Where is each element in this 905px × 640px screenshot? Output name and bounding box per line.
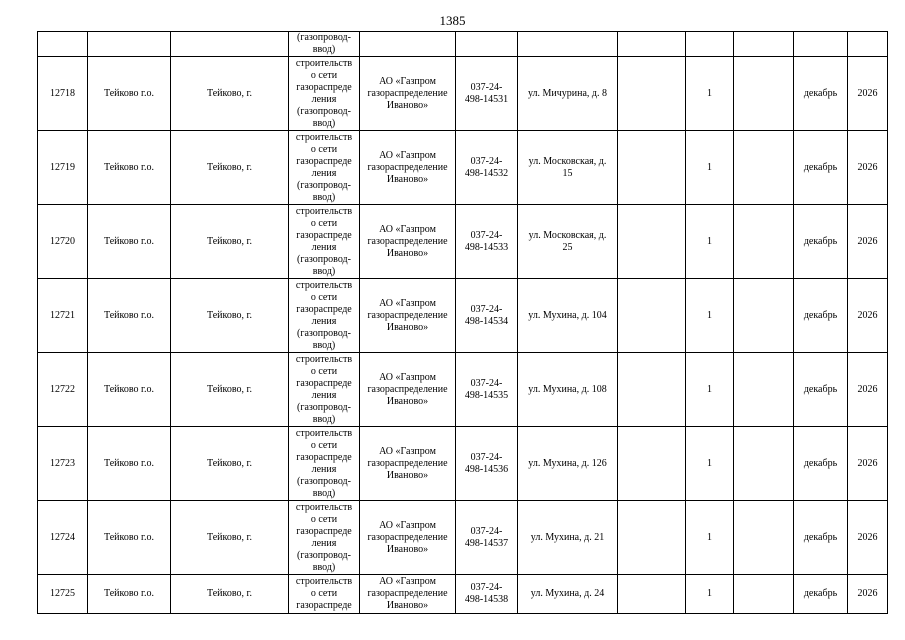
address-line: ул. Московская, д. xyxy=(528,155,607,167)
cell-num xyxy=(38,427,88,501)
cell-count xyxy=(686,575,734,614)
work-type-line: строительств xyxy=(295,427,353,439)
cell-month-text: декабрь xyxy=(803,87,838,99)
organization-line: Иваново» xyxy=(386,321,429,333)
work-type-line: газораспреде xyxy=(296,229,352,241)
cell-month-text: декабрь xyxy=(803,588,838,599)
cell-work-type xyxy=(289,32,360,57)
cell-year xyxy=(848,353,888,427)
cell-num-text: 12719 xyxy=(50,161,75,173)
cell-locality-text: Тейково, г. xyxy=(207,383,252,395)
cell-locality-text: Тейково, г. xyxy=(207,457,252,469)
work-type-line: о сети xyxy=(310,513,338,525)
work-type-line: ввод) xyxy=(312,561,336,573)
cadastral-line: 498-14536 xyxy=(464,463,509,475)
cell-organization xyxy=(360,131,456,205)
work-type-line: о сети xyxy=(310,143,338,155)
work-type-line: ввод) xyxy=(312,339,336,351)
organization-line: газораспределение xyxy=(367,383,448,395)
cell-num xyxy=(38,131,88,205)
cell-organization xyxy=(360,501,456,575)
cell-locality-text: Тейково, г. xyxy=(207,531,252,543)
cell-work-type xyxy=(289,575,360,614)
cell-year xyxy=(848,427,888,501)
organization-line: Иваново» xyxy=(386,99,429,111)
work-type-line: о сети xyxy=(310,588,338,599)
cell-organization xyxy=(360,57,456,131)
cell-col8 xyxy=(618,32,686,57)
cell-count-text: 1 xyxy=(707,235,712,247)
cell-organization xyxy=(360,427,456,501)
table-row xyxy=(38,131,888,205)
cell-year xyxy=(848,575,888,614)
cell-locality-text: Тейково, г. xyxy=(207,161,252,173)
cell-cadastral xyxy=(456,32,518,57)
cell-cadastral xyxy=(456,279,518,353)
cell-district xyxy=(88,131,171,205)
cadastral-line: 498-14538 xyxy=(464,594,509,605)
cell-address xyxy=(518,501,618,575)
cadastral-line: 498-14532 xyxy=(464,167,509,179)
cell-district-text: Тейково г.о. xyxy=(104,309,154,321)
cell-district xyxy=(88,353,171,427)
cell-year xyxy=(848,32,888,57)
cell-cadastral xyxy=(456,131,518,205)
address-line: ул. Мичурина, д. 8 xyxy=(527,87,608,99)
organization-line: АО «Газпром xyxy=(379,75,436,87)
cell-locality xyxy=(171,57,289,131)
cell-count-text: 1 xyxy=(707,309,712,321)
cell-work-type xyxy=(289,427,360,501)
cell-organization xyxy=(360,205,456,279)
cell-organization xyxy=(360,353,456,427)
cadastral-line: 037-24- xyxy=(470,155,503,167)
cell-locality xyxy=(171,575,289,614)
cell-month xyxy=(794,32,848,57)
address-line: 25 xyxy=(562,241,573,253)
cell-organization xyxy=(360,575,456,614)
cell-work-type xyxy=(289,501,360,575)
work-type-line: ввод) xyxy=(312,487,336,499)
cell-count xyxy=(686,131,734,205)
work-type-line: газораспреде xyxy=(296,525,352,537)
cell-district xyxy=(88,57,171,131)
work-type-line: о сети xyxy=(310,439,338,451)
organization-line: Иваново» xyxy=(386,600,429,611)
cell-count-text: 1 xyxy=(707,383,712,395)
cell-col8 xyxy=(618,575,686,614)
cell-num-text: 12721 xyxy=(50,309,75,321)
cadastral-line: 037-24- xyxy=(470,229,503,241)
work-type-line: (газопровод- xyxy=(297,105,351,117)
work-type-line: газораспреде xyxy=(296,451,352,463)
cadastral-line: 498-14534 xyxy=(464,315,509,327)
cell-address xyxy=(518,575,618,614)
cell-month-text: декабрь xyxy=(803,531,838,543)
organization-line: газораспределение xyxy=(367,161,448,173)
registry-table xyxy=(37,31,888,614)
work-type-line: газораспреде xyxy=(296,600,352,611)
cell-cadastral xyxy=(456,501,518,575)
organization-line: АО «Газпром xyxy=(379,445,436,457)
cell-num-text: 12720 xyxy=(50,235,75,247)
work-type-line: строительств xyxy=(295,131,353,143)
cell-locality xyxy=(171,131,289,205)
work-type-line: ления xyxy=(311,389,337,401)
cell-month xyxy=(794,575,848,614)
table-row xyxy=(38,279,888,353)
cell-num xyxy=(38,205,88,279)
cell-district xyxy=(88,427,171,501)
address-line: ул. Мухина, д. 108 xyxy=(528,383,607,395)
work-type-line: (газопровод- xyxy=(297,327,351,339)
cell-count xyxy=(686,57,734,131)
cell-cadastral xyxy=(456,205,518,279)
work-type-line: строительств xyxy=(295,57,353,69)
cadastral-line: 498-14537 xyxy=(464,537,509,549)
cell-year-text: 2026 xyxy=(857,309,878,321)
cell-month xyxy=(794,57,848,131)
work-type-line: газораспреде xyxy=(296,155,352,167)
work-type-line: газораспреде xyxy=(296,303,352,315)
work-type-line: (газопровод- xyxy=(297,549,351,561)
cell-year-text: 2026 xyxy=(857,235,878,247)
cell-col10 xyxy=(734,501,794,575)
cell-month-text: декабрь xyxy=(803,457,838,469)
cell-cadastral xyxy=(456,57,518,131)
address-line: ул. Московская, д. xyxy=(528,229,607,241)
cell-cadastral xyxy=(456,575,518,614)
work-type-line: ввод) xyxy=(312,117,336,129)
cell-address xyxy=(518,131,618,205)
table-row xyxy=(38,353,888,427)
cell-col10 xyxy=(734,427,794,501)
cell-locality xyxy=(171,205,289,279)
table-body xyxy=(38,32,888,614)
cell-month xyxy=(794,279,848,353)
cell-year-text: 2026 xyxy=(857,383,878,395)
work-type-line: ввод) xyxy=(312,265,336,277)
cell-col10 xyxy=(734,279,794,353)
work-type-line: ввод) xyxy=(312,44,336,55)
cadastral-line: 037-24- xyxy=(470,525,503,537)
cell-count xyxy=(686,32,734,57)
cell-district xyxy=(88,501,171,575)
organization-line: АО «Газпром xyxy=(379,223,436,235)
cell-col10 xyxy=(734,32,794,57)
cell-year-text: 2026 xyxy=(857,87,878,99)
cell-district xyxy=(88,32,171,57)
cell-num xyxy=(38,353,88,427)
cell-month xyxy=(794,205,848,279)
organization-line: АО «Газпром xyxy=(379,576,436,587)
cell-col8 xyxy=(618,501,686,575)
cadastral-line: 498-14535 xyxy=(464,389,509,401)
work-type-line: ввод) xyxy=(312,413,336,425)
cell-work-type xyxy=(289,57,360,131)
cell-count xyxy=(686,427,734,501)
organization-line: Иваново» xyxy=(386,543,429,555)
cell-work-type xyxy=(289,353,360,427)
work-type-line: (газопровод- xyxy=(297,401,351,413)
cell-work-type xyxy=(289,205,360,279)
table-row xyxy=(38,501,888,575)
cell-month-text: декабрь xyxy=(803,235,838,247)
cell-locality xyxy=(171,353,289,427)
table-row-continued xyxy=(38,32,888,57)
work-type-line: ления xyxy=(311,241,337,253)
cell-locality xyxy=(171,501,289,575)
cell-month xyxy=(794,131,848,205)
cell-year xyxy=(848,57,888,131)
cell-col8 xyxy=(618,131,686,205)
cell-month xyxy=(794,501,848,575)
cell-address xyxy=(518,57,618,131)
cell-cadastral xyxy=(456,353,518,427)
cadastral-line: 498-14533 xyxy=(464,241,509,253)
cell-district xyxy=(88,205,171,279)
cell-locality xyxy=(171,32,289,57)
organization-line: газораспределение xyxy=(367,588,448,599)
cell-count-text: 1 xyxy=(707,531,712,543)
organization-line: газораспределение xyxy=(367,235,448,247)
work-type-line: ввод) xyxy=(312,191,336,203)
cell-address xyxy=(518,205,618,279)
work-type-line: строительств xyxy=(295,576,353,587)
cell-year xyxy=(848,131,888,205)
organization-line: газораспределение xyxy=(367,87,448,99)
address-line: 15 xyxy=(562,167,573,179)
organization-line: Иваново» xyxy=(386,173,429,185)
cell-year xyxy=(848,205,888,279)
cadastral-line: 037-24- xyxy=(470,377,503,389)
work-type-line: ления xyxy=(311,315,337,327)
work-type-line: ления xyxy=(311,93,337,105)
cell-district-text: Тейково г.о. xyxy=(104,588,154,599)
cell-organization xyxy=(360,279,456,353)
cell-num xyxy=(38,575,88,614)
cell-col10 xyxy=(734,131,794,205)
cell-count-text: 1 xyxy=(707,87,712,99)
cell-num-text: 12722 xyxy=(50,383,75,395)
work-type-line: строительств xyxy=(295,501,353,513)
cell-month-text: декабрь xyxy=(803,161,838,173)
cell-num xyxy=(38,501,88,575)
cell-col8 xyxy=(618,205,686,279)
cell-locality xyxy=(171,427,289,501)
cell-locality-text: Тейково, г. xyxy=(207,588,252,599)
cell-district-text: Тейково г.о. xyxy=(104,383,154,395)
work-type-line: о сети xyxy=(310,291,338,303)
cell-num xyxy=(38,57,88,131)
cell-num-text: 12718 xyxy=(50,87,75,99)
work-type-line: (газопровод- xyxy=(297,179,351,191)
organization-line: АО «Газпром xyxy=(379,371,436,383)
cell-count xyxy=(686,279,734,353)
cell-district-text: Тейково г.о. xyxy=(104,161,154,173)
cell-col8 xyxy=(618,279,686,353)
cell-cadastral xyxy=(456,427,518,501)
work-type-line: ления xyxy=(311,167,337,179)
cell-year-text: 2026 xyxy=(857,588,878,599)
cell-year xyxy=(848,279,888,353)
organization-line: Иваново» xyxy=(386,395,429,407)
cell-month-text: декабрь xyxy=(803,309,838,321)
cell-col10 xyxy=(734,575,794,614)
cell-col8 xyxy=(618,57,686,131)
cell-locality-text: Тейково, г. xyxy=(207,235,252,247)
table-row xyxy=(38,57,888,131)
address-line: ул. Мухина, д. 24 xyxy=(530,588,605,599)
organization-line: газораспределение xyxy=(367,457,448,469)
work-type-line: (газопровод- xyxy=(297,253,351,265)
page-number: 1385 xyxy=(439,13,466,28)
cell-year-text: 2026 xyxy=(857,531,878,543)
cell-year-text: 2026 xyxy=(857,457,878,469)
cell-col8 xyxy=(618,427,686,501)
table-row xyxy=(38,205,888,279)
cadastral-line: 037-24- xyxy=(470,451,503,463)
cell-num-text: 12724 xyxy=(50,531,75,543)
cell-address xyxy=(518,279,618,353)
table-row xyxy=(38,575,888,614)
work-type-line: строительств xyxy=(295,353,353,365)
cell-count xyxy=(686,205,734,279)
cell-year-text: 2026 xyxy=(857,161,878,173)
cell-col10 xyxy=(734,353,794,427)
organization-line: Иваново» xyxy=(386,247,429,259)
address-line: ул. Мухина, д. 21 xyxy=(530,531,605,543)
cell-locality-text: Тейково, г. xyxy=(207,309,252,321)
cell-locality xyxy=(171,279,289,353)
cell-month xyxy=(794,353,848,427)
cell-num-text: 12723 xyxy=(50,457,75,469)
work-type-line: ления xyxy=(311,463,337,475)
cell-district-text: Тейково г.о. xyxy=(104,87,154,99)
cell-count xyxy=(686,353,734,427)
cell-locality-text: Тейково, г. xyxy=(207,87,252,99)
cadastral-line: 037-24- xyxy=(470,303,503,315)
cell-month-text: декабрь xyxy=(803,383,838,395)
work-type-line: строительств xyxy=(295,279,353,291)
work-type-line: о сети xyxy=(310,217,338,229)
table-row xyxy=(38,427,888,501)
cell-count xyxy=(686,501,734,575)
cell-num xyxy=(38,32,88,57)
cell-work-type xyxy=(289,131,360,205)
cell-district-text: Тейково г.о. xyxy=(104,531,154,543)
organization-line: АО «Газпром xyxy=(379,149,436,161)
cell-address xyxy=(518,427,618,501)
work-type-line: строительств xyxy=(295,205,353,217)
cell-num-text: 12725 xyxy=(50,588,75,599)
cadastral-line: 498-14531 xyxy=(464,93,509,105)
work-type-line: о сети xyxy=(310,365,338,377)
cell-district-text: Тейково г.о. xyxy=(104,457,154,469)
cell-count-text: 1 xyxy=(707,457,712,469)
organization-line: АО «Газпром xyxy=(379,519,436,531)
cell-work-type xyxy=(289,279,360,353)
work-type-line: (газопровод- xyxy=(297,475,351,487)
organization-line: АО «Газпром xyxy=(379,297,436,309)
work-type-line: (газопровод- xyxy=(297,32,351,43)
work-type-line: газораспреде xyxy=(296,377,352,389)
cell-year xyxy=(848,501,888,575)
work-type-line: о сети xyxy=(310,69,338,81)
cadastral-line: 037-24- xyxy=(470,582,503,593)
work-type-line: газораспреде xyxy=(296,81,352,93)
cell-organization xyxy=(360,32,456,57)
cell-district xyxy=(88,575,171,614)
organization-line: газораспределение xyxy=(367,531,448,543)
cell-district-text: Тейково г.о. xyxy=(104,235,154,247)
address-line: ул. Мухина, д. 104 xyxy=(528,309,607,321)
address-line: ул. Мухина, д. 126 xyxy=(528,457,607,469)
cell-col8 xyxy=(618,353,686,427)
cell-count-text: 1 xyxy=(707,588,712,599)
cell-district xyxy=(88,279,171,353)
cell-col10 xyxy=(734,57,794,131)
organization-line: газораспределение xyxy=(367,309,448,321)
organization-line: Иваново» xyxy=(386,469,429,481)
cell-address xyxy=(518,353,618,427)
cell-count-text: 1 xyxy=(707,161,712,173)
cell-month xyxy=(794,427,848,501)
work-type-line: ления xyxy=(311,537,337,549)
cell-num xyxy=(38,279,88,353)
cell-address xyxy=(518,32,618,57)
cell-col10 xyxy=(734,205,794,279)
cadastral-line: 037-24- xyxy=(470,81,503,93)
